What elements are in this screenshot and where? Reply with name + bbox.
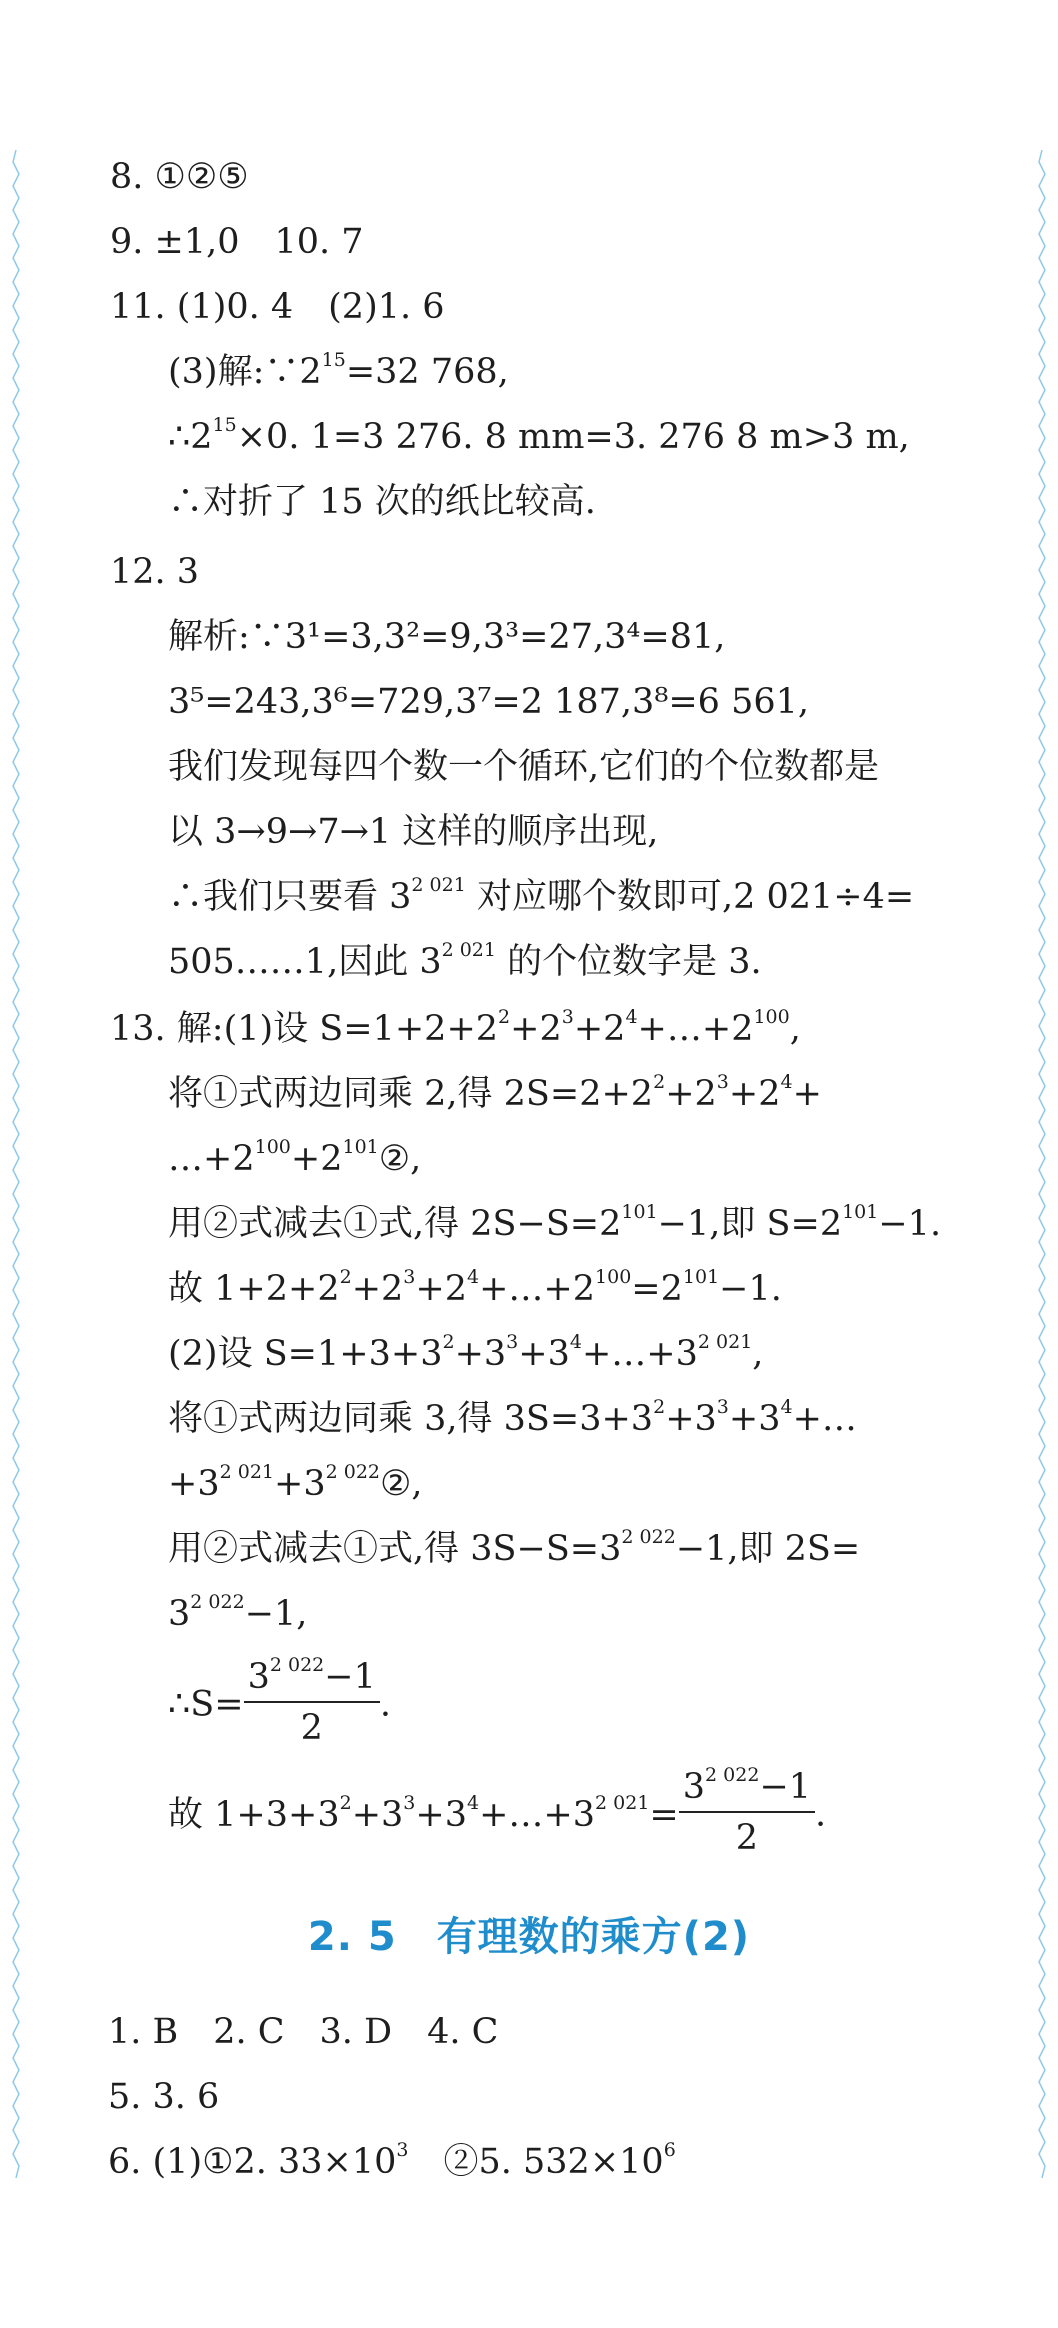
answer-9-10: 9. ±1,0 10. 7 <box>110 222 364 262</box>
section-title-text: 有理数的乘方(2) <box>436 1914 751 1960</box>
answer-12-analysis-line1: 解析:∵3¹=3,3²=9,3³=27,3⁴=81, <box>168 617 726 657</box>
answer-12-analysis-line6: 505……1,因此 $3^{2 021}$ 的个位数字是 3. <box>168 939 762 982</box>
answer-12: 12. 3 <box>110 552 200 592</box>
answer-5: 5. 3. 6 <box>108 2077 220 2117</box>
answer-13-line10: $3^{2 022}-1$, <box>168 1591 308 1634</box>
answer-11-part1-2: 11. (1)0. 4 (2)1. 6 <box>110 287 445 327</box>
answer-13-line8: $+3^{2 021}+3^{2 022}②$, <box>168 1461 423 1504</box>
fraction: $\frac{3^{2 022}-1}{2}$ <box>244 1660 380 1746</box>
answer-8: 8. ①②⑤ <box>110 157 249 197</box>
answer-13-line2: 将①式两边同乘 2,得 $2S=2+2^2+2^3+2^4+$ <box>168 1071 822 1114</box>
section-heading <box>0 1905 1058 1962</box>
answer-13-line1: 13. 解:(1)设 $S=1+2+2^2+2^3+2^4+\dots+2^{100}$, <box>110 1006 801 1049</box>
answer-12-analysis-line5: ∴我们只要看 $3^{2 021}$ 对应哪个数即可,2 021÷4= <box>168 874 915 917</box>
answer-13-line4: 用②式减去①式,得 $2S-S=2^{101}-1$,即 $S=2^{101}-1$. <box>168 1201 942 1244</box>
answers-1-4: 1. B 2. C 3. D 4. C <box>108 2012 499 2052</box>
fraction: $\frac{3^{2 022}-1}{2}$ <box>679 1770 815 1856</box>
answer-12-analysis-line2: 3⁵=243,3⁶=729,3⁷=2 187,3⁸=6 561, <box>168 682 810 722</box>
answer-12-analysis-line3: 我们发现每四个数一个循环,它们的个位数都是 <box>168 747 880 787</box>
answer-12-analysis-line4: 以 3→9→7→1 这样的顺序出现, <box>168 812 659 852</box>
answer-11-part3-line3: ∴对折了 15 次的纸比较高. <box>168 482 596 522</box>
answer-13-line9: 用②式减去①式,得 $3S-S=3^{2 022}-1$,即 2S= <box>168 1526 861 1569</box>
answer-13-line7: 将①式两边同乘 3,得 $3S=3+3^2+3^3+3^4+\dots$ <box>168 1396 857 1439</box>
answer-13-line3: $\dots+2^{100}+2^{101}②$, <box>168 1136 422 1179</box>
answer-13-line5: 故 $1+2+2^2+2^3+2^4+\dots+2^{100}=2^{101}-1$. <box>168 1266 782 1309</box>
answer-11-part3-line1: (3)解$:\because 2^{15}=32$ 768, <box>168 349 509 392</box>
answer-13-line6: (2)设 $S=1+3+3^2+3^3+3^4+\dots+3^{2 021}$, <box>168 1331 764 1374</box>
answer-6: 6. (1)①2. $33\times 10^3$ ②5. $532\times 10^6$ <box>108 2139 676 2182</box>
answer-11-part3-line2: $\therefore 2^{15}\times 0$. 1=3 276. 8 mm=3. 276 8 m>3 m, <box>168 414 910 457</box>
answer-13-line11: ∴S= $\frac{3^{2 022}-1}{2}$ . <box>168 1654 392 1748</box>
section-number: 2. 5 <box>307 1914 397 1960</box>
answer-13-line12: 故 $1+3+3^2+3^3+3^4+\dots+3^{2 021}=$ $\frac{3^{2 022}-1}{2}$ . <box>168 1764 827 1858</box>
